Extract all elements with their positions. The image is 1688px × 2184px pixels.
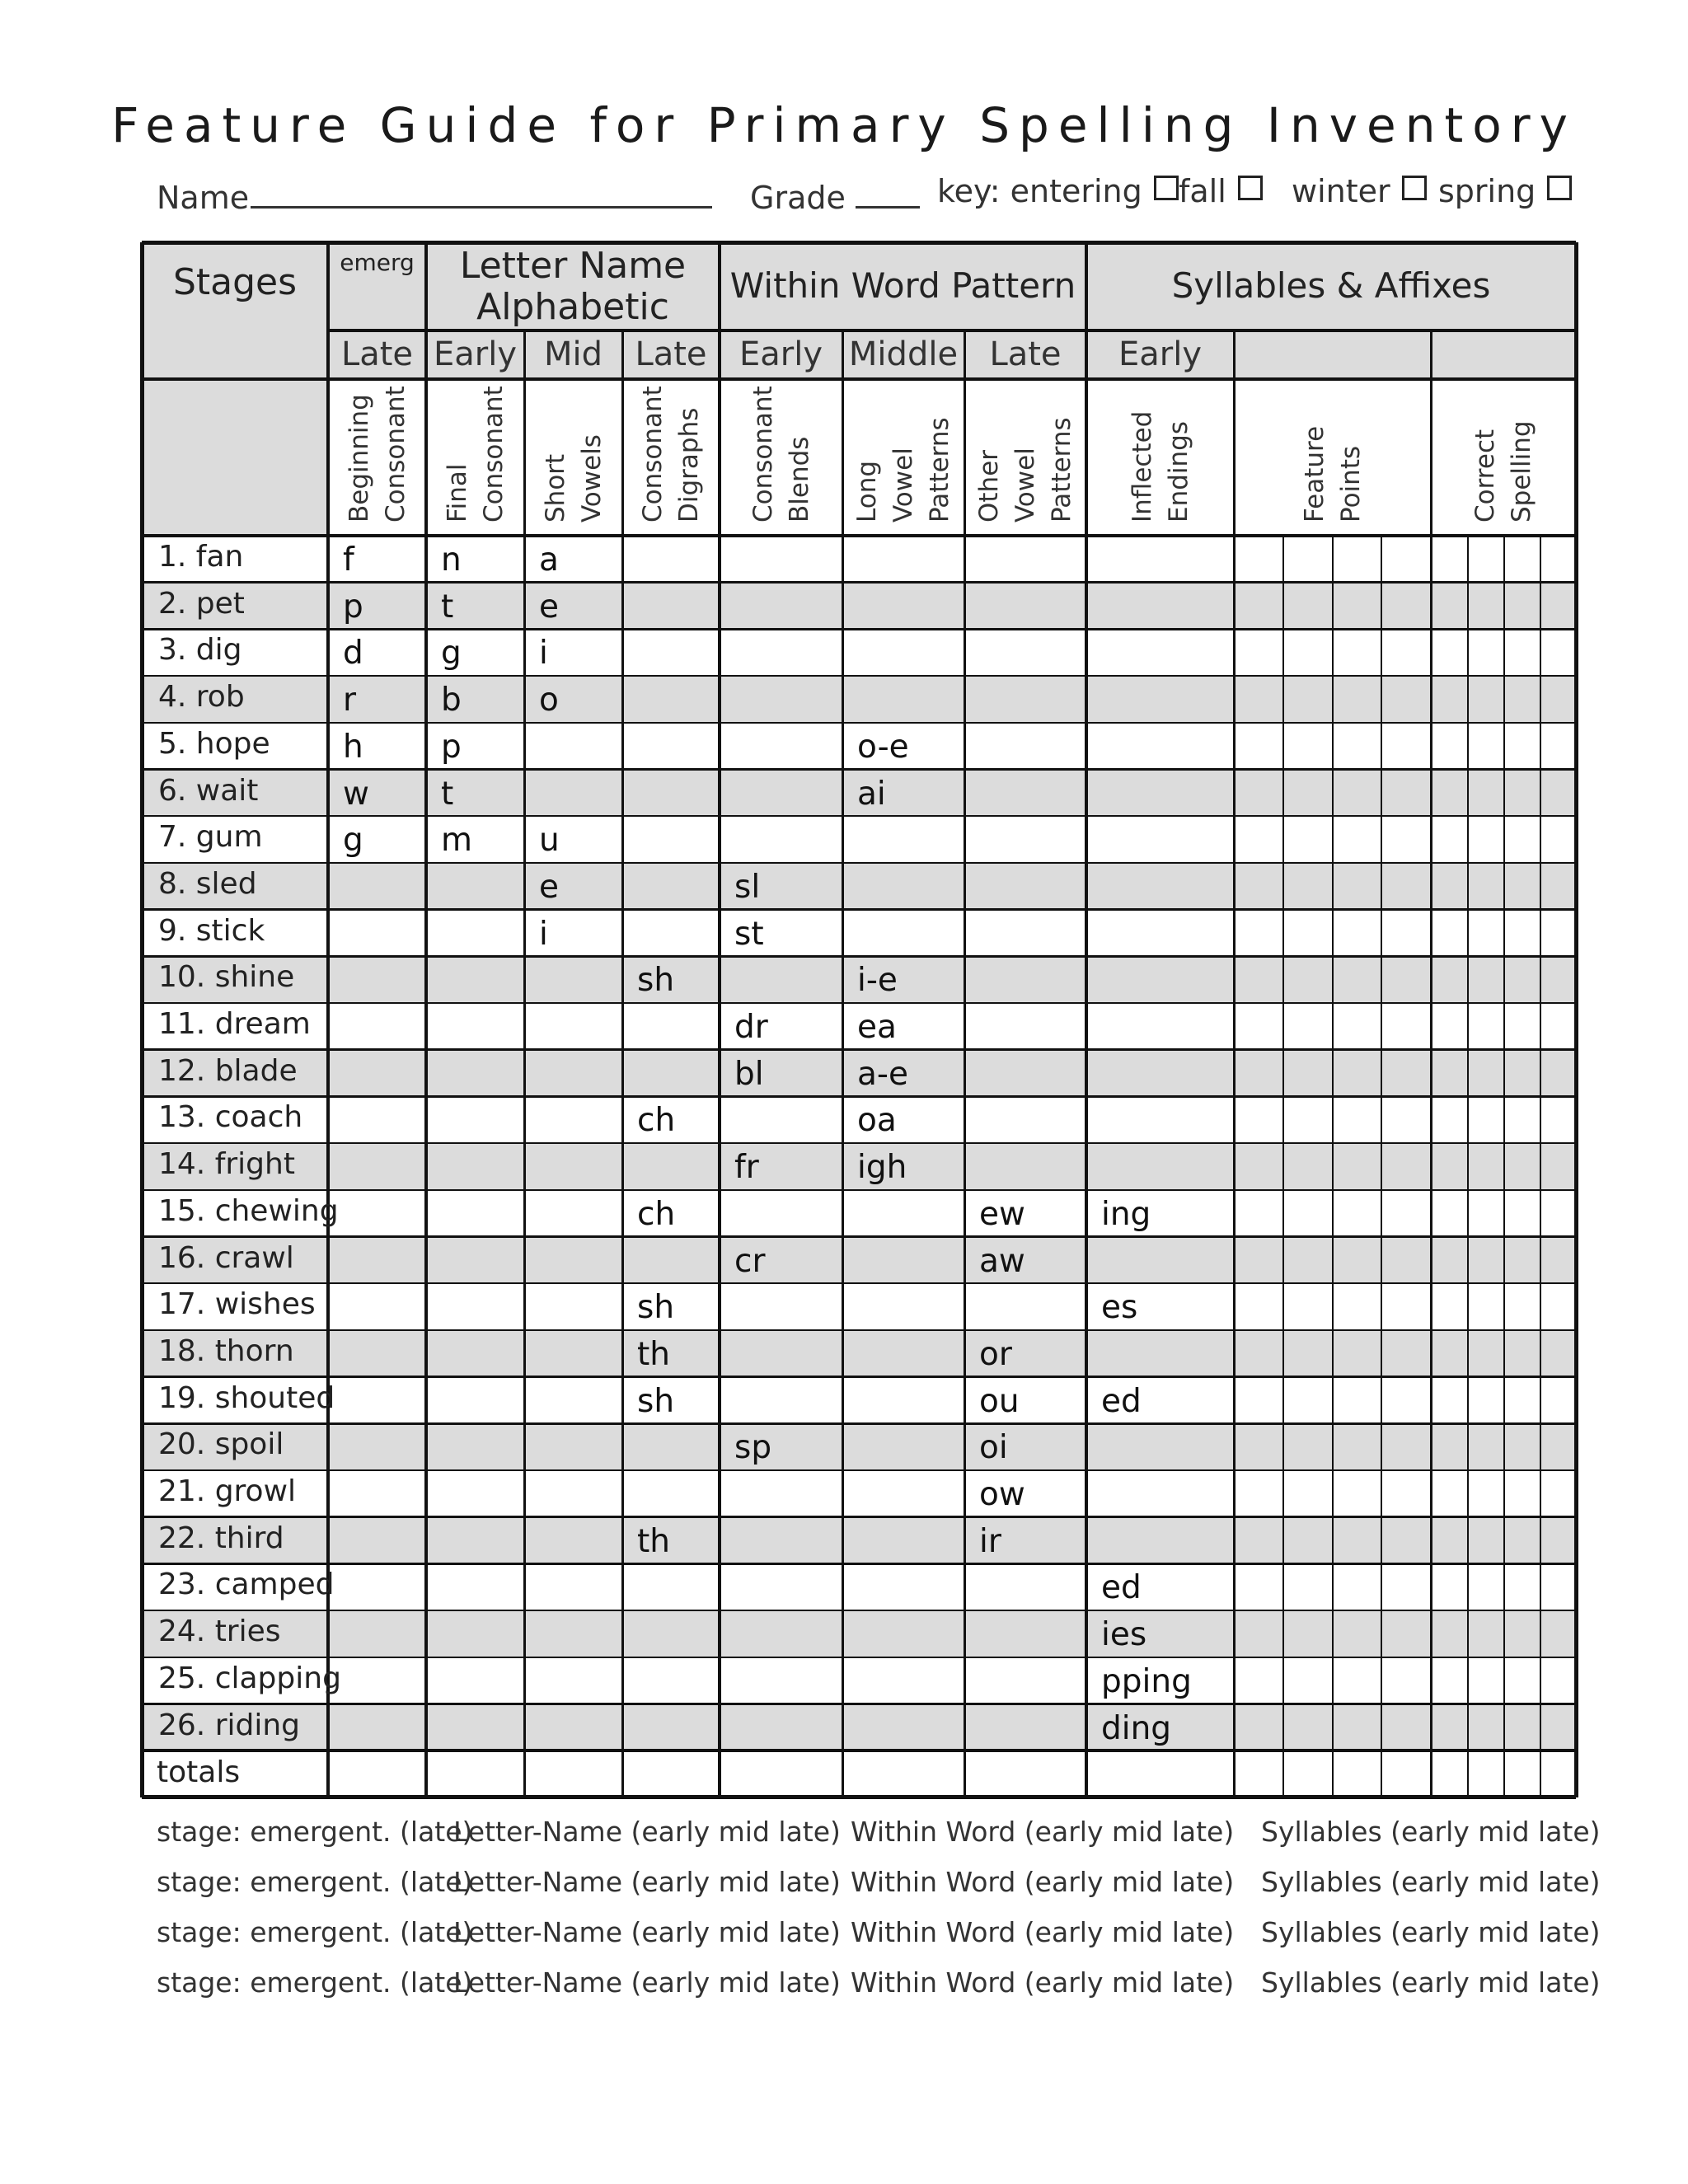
- alphabetic-header: Alphabetic: [476, 286, 669, 328]
- feature-cell: a: [539, 541, 559, 579]
- grid-line: [142, 1142, 1576, 1145]
- key-entering-label: key: entering: [937, 173, 1142, 209]
- grid-line: [142, 1002, 1576, 1005]
- row-shade: [142, 1517, 1576, 1564]
- word-17: 17. wishes: [158, 1287, 316, 1322]
- feature-cell: o-e: [857, 728, 909, 766]
- feature-cell: ea: [857, 1009, 897, 1046]
- feature-cell: pping: [1101, 1662, 1192, 1700]
- feature-header-9-line-1: Spelling: [1507, 420, 1536, 523]
- feature-cell: cr: [734, 1242, 766, 1280]
- subheader-1: Early: [433, 335, 517, 373]
- word-9: 9. stick: [158, 913, 265, 948]
- feature-header-2-line-1: Vowels: [576, 434, 607, 523]
- grid-line: [142, 1703, 1576, 1705]
- grid-line: [142, 1657, 1576, 1659]
- feature-cell: p: [343, 588, 363, 626]
- feature-header-0-line-0: Beginning: [344, 394, 374, 523]
- feature-cell: ch: [637, 1102, 676, 1140]
- grid-line: [326, 242, 330, 1797]
- feature-header-5-line-1: Vowel: [889, 448, 918, 523]
- footer-within-word: Within Word (early mid late): [851, 1916, 1235, 1948]
- feature-cell: oi: [979, 1429, 1008, 1467]
- spring-label: spring: [1438, 173, 1536, 209]
- grid-line: [142, 1095, 1576, 1098]
- footer-emergent: stage: emergent. (late): [157, 1966, 473, 1999]
- grid-line: [142, 862, 1576, 865]
- footer-letter-name: Letter-Name (early mid late): [453, 1866, 841, 1898]
- word-11: 11. dream: [158, 1007, 311, 1041]
- feature-cell: sh: [637, 962, 675, 1000]
- page-title: Feature Guide for Primary Spelling Inventory: [111, 97, 1577, 153]
- row-shade: [142, 1610, 1576, 1657]
- row-shade: [142, 1237, 1576, 1284]
- feature-cell: r: [343, 682, 357, 719]
- feature-cell: ed: [1101, 1569, 1142, 1607]
- grid-line: [1332, 536, 1334, 1797]
- feature-cell: i: [539, 915, 548, 953]
- feature-cell: aw: [979, 1242, 1025, 1280]
- stage-footer-line: [0, 1916, 1688, 1957]
- grid-line: [142, 1516, 1576, 1518]
- row-shade: [142, 1330, 1576, 1377]
- grid-line: [142, 581, 1576, 583]
- footer-syllables: Syllables (early mid late): [1261, 1966, 1601, 1999]
- feature-cell: ai: [857, 775, 886, 813]
- feature-cell: sp: [734, 1429, 772, 1467]
- grid-line: [142, 1795, 1576, 1799]
- feature-cell: a-e: [857, 1055, 908, 1093]
- word-5: 5. hope: [158, 726, 270, 761]
- stage-footer-line: [0, 1966, 1688, 2008]
- feature-cell: b: [441, 682, 462, 719]
- feature-cell: ed: [1101, 1382, 1142, 1420]
- subheader-2: Mid: [543, 335, 603, 373]
- feature-cell: or: [979, 1335, 1012, 1373]
- row-shade: [142, 1423, 1576, 1470]
- feature-cell: e: [539, 868, 559, 906]
- word-3: 3. dig: [158, 633, 242, 668]
- grid-line: [140, 242, 144, 1797]
- grid-line: [1430, 330, 1432, 1797]
- grid-line: [142, 768, 1576, 771]
- word-2: 2. pet: [158, 586, 245, 621]
- grid-line: [1282, 536, 1284, 1797]
- word-19: 19. shouted: [158, 1380, 335, 1415]
- word-16: 16. crawl: [158, 1240, 294, 1275]
- feature-cell: sl: [734, 868, 761, 906]
- subheader-3: Late: [635, 335, 707, 373]
- footer-within-word: Within Word (early mid late): [851, 1816, 1235, 1848]
- grade-label: Grade: [750, 180, 846, 216]
- feature-cell: g: [441, 635, 462, 673]
- grid-line: [142, 1422, 1576, 1425]
- feature-cell: u: [539, 822, 560, 860]
- row-shade: [142, 863, 1576, 910]
- feature-header-8-line-1: Points: [1335, 445, 1366, 523]
- footer-emergent: stage: emergent. (late): [157, 1916, 473, 1948]
- word-6: 6. wait: [158, 773, 259, 808]
- word-7: 7. gum: [158, 820, 263, 855]
- feature-header-6-line-1: Vowel: [1010, 448, 1040, 523]
- grid-line: [142, 675, 1576, 677]
- feature-header-6-line-2: Patterns: [1047, 417, 1076, 523]
- footer-syllables: Syllables (early mid late): [1261, 1866, 1601, 1898]
- feature-cell: ew: [979, 1195, 1025, 1233]
- feature-cell: t: [441, 775, 454, 813]
- feature-cell: th: [637, 1522, 671, 1560]
- grid-line: [1085, 242, 1088, 1797]
- grid-line: [142, 955, 1576, 958]
- feature-cell: dr: [734, 1009, 768, 1046]
- feature-cell: t: [441, 588, 454, 626]
- grid-line: [142, 241, 1576, 245]
- grid-line: [964, 330, 966, 1797]
- feature-header-6-line-0: Other: [974, 449, 1004, 523]
- word-26: 26. riding: [158, 1708, 301, 1742]
- feature-cell: ding: [1101, 1709, 1172, 1747]
- feature-cell: bl: [734, 1055, 764, 1093]
- word-10: 10. shine: [158, 960, 295, 995]
- grid-line: [142, 628, 1576, 630]
- feature-cell: es: [1101, 1289, 1138, 1327]
- grid-line: [718, 242, 721, 1797]
- word-25: 25. clapping: [158, 1661, 341, 1695]
- footer-syllables: Syllables (early mid late): [1261, 1916, 1601, 1948]
- feature-cell: f: [343, 541, 354, 579]
- word-4: 4. rob: [158, 680, 245, 715]
- grid-line: [1540, 536, 1541, 1797]
- feature-cell: h: [343, 728, 363, 766]
- subheader-5: Middle: [848, 335, 959, 373]
- grid-line: [142, 1563, 1576, 1565]
- grid-line: [142, 1189, 1576, 1192]
- grid-line: [1503, 536, 1505, 1797]
- letter-name-header: Letter Name: [459, 245, 687, 287]
- grid-line: [842, 330, 844, 1797]
- feature-cell: fr: [734, 1149, 759, 1187]
- within-word-header: Within Word Pattern: [729, 265, 1076, 306]
- word-8: 8. sled: [158, 866, 257, 901]
- winter-label: winter: [1292, 173, 1390, 209]
- feature-header-1-line-1: Consonant: [478, 386, 509, 523]
- feature-header-4-line-1: Blends: [784, 436, 814, 523]
- grid-line: [142, 1282, 1576, 1285]
- fall-label: fall: [1179, 173, 1226, 209]
- feature-cell: w: [343, 775, 369, 813]
- feature-header-0-line-1: Consonant: [380, 386, 410, 523]
- feature-cell: sh: [637, 1289, 675, 1327]
- feature-cell: oa: [857, 1102, 897, 1140]
- grid-line: [142, 534, 1576, 537]
- word-15: 15. chewing: [158, 1193, 339, 1228]
- feature-cell: g: [343, 822, 363, 860]
- footer-emergent: stage: emergent. (late): [157, 1816, 473, 1848]
- grid-line: [424, 242, 428, 1797]
- feature-cell: ies: [1101, 1616, 1147, 1654]
- feature-cell: st: [734, 915, 764, 953]
- feature-header-1-line-0: Final: [442, 463, 472, 523]
- subheader-0: Late: [340, 335, 414, 373]
- feature-header-7-line-1: Endings: [1163, 420, 1193, 523]
- feature-cell: m: [441, 822, 472, 860]
- feature-cell: o: [539, 682, 559, 719]
- footer-emergent: stage: emergent. (late): [157, 1866, 473, 1898]
- row-shade: [142, 1704, 1576, 1751]
- grid-line: [142, 908, 1576, 911]
- footer-letter-name: Letter-Name (early mid late): [453, 1816, 841, 1848]
- grid-line: [621, 330, 624, 1797]
- stages-header: Stages: [172, 261, 298, 303]
- grid-line: [142, 815, 1576, 818]
- feature-cell: sh: [637, 1382, 675, 1420]
- feature-cell: ow: [979, 1476, 1025, 1513]
- grid-line: [142, 1048, 1576, 1051]
- feature-cell: ir: [979, 1522, 1001, 1560]
- feature-header-9-line-0: Correct: [1470, 429, 1500, 523]
- grid-line: [1233, 330, 1236, 1797]
- grid-line: [142, 1469, 1576, 1472]
- footer-letter-name: Letter-Name (early mid late): [453, 1916, 841, 1948]
- name-label: Name: [157, 180, 250, 216]
- feature-cell: e: [539, 588, 559, 626]
- feature-cell: th: [637, 1335, 671, 1373]
- feature-cell: n: [441, 541, 462, 579]
- subheader-4: Early: [738, 335, 823, 373]
- feature-header-5-line-0: Long: [852, 460, 882, 523]
- word-1: 1. fan: [158, 540, 244, 574]
- word-12: 12. blade: [158, 1053, 298, 1088]
- feature-cell: ou: [979, 1382, 1020, 1420]
- totals-label: totals: [157, 1755, 241, 1790]
- feature-cell: i: [539, 635, 548, 673]
- footer-letter-name: Letter-Name (early mid late): [453, 1966, 841, 1999]
- feature-cell: i-e: [857, 962, 898, 1000]
- subheader-6: Late: [989, 335, 1062, 373]
- grid-line: [1574, 242, 1578, 1797]
- stage-footer-line: [0, 1866, 1688, 1907]
- word-23: 23. camped: [158, 1568, 335, 1602]
- feature-header-8-line-0: Feature: [1299, 425, 1329, 523]
- feature-header-4-line-0: Consonant: [748, 386, 778, 523]
- feature-header-5-line-2: Patterns: [925, 417, 954, 523]
- grid-line: [142, 1749, 1576, 1752]
- grid-line: [142, 1376, 1576, 1378]
- grid-line: [142, 1235, 1576, 1238]
- stage-footer-line: [0, 1816, 1688, 1857]
- word-21: 21. growl: [158, 1474, 297, 1508]
- feature-header-2-line-0: Short: [540, 453, 570, 523]
- grid-line: [142, 1329, 1576, 1332]
- feature-header-3-line-0: Consonant: [638, 386, 668, 523]
- feature-cell: igh: [857, 1149, 907, 1187]
- feature-header-7-line-0: Inflected: [1127, 410, 1157, 523]
- word-22: 22. third: [158, 1521, 284, 1555]
- feature-cell: ch: [637, 1195, 676, 1233]
- feature-cell: p: [441, 728, 462, 766]
- grid-line: [1467, 536, 1469, 1797]
- feature-header-3-line-1: Digraphs: [674, 407, 704, 523]
- word-20: 20. spoil: [158, 1427, 284, 1462]
- footer-within-word: Within Word (early mid late): [851, 1866, 1235, 1898]
- row-shade: [142, 676, 1576, 723]
- word-13: 13. coach: [158, 1100, 303, 1135]
- footer-syllables: Syllables (early mid late): [1261, 1816, 1601, 1848]
- subheader-7: Early: [1118, 335, 1202, 373]
- word-24: 24. tries: [158, 1615, 281, 1649]
- emerg-header: emerg: [340, 249, 415, 276]
- grid-line: [142, 722, 1576, 724]
- feature-cell: d: [343, 635, 363, 673]
- word-18: 18. thorn: [158, 1333, 294, 1368]
- syllables-header: Syllables & Affixes: [1171, 265, 1491, 306]
- grid-line: [1381, 536, 1382, 1797]
- footer-within-word: Within Word (early mid late): [851, 1966, 1235, 1999]
- grid-line: [142, 1610, 1576, 1612]
- feature-cell: ing: [1101, 1195, 1151, 1233]
- word-14: 14. fright: [158, 1147, 295, 1182]
- grid-line: [523, 330, 526, 1797]
